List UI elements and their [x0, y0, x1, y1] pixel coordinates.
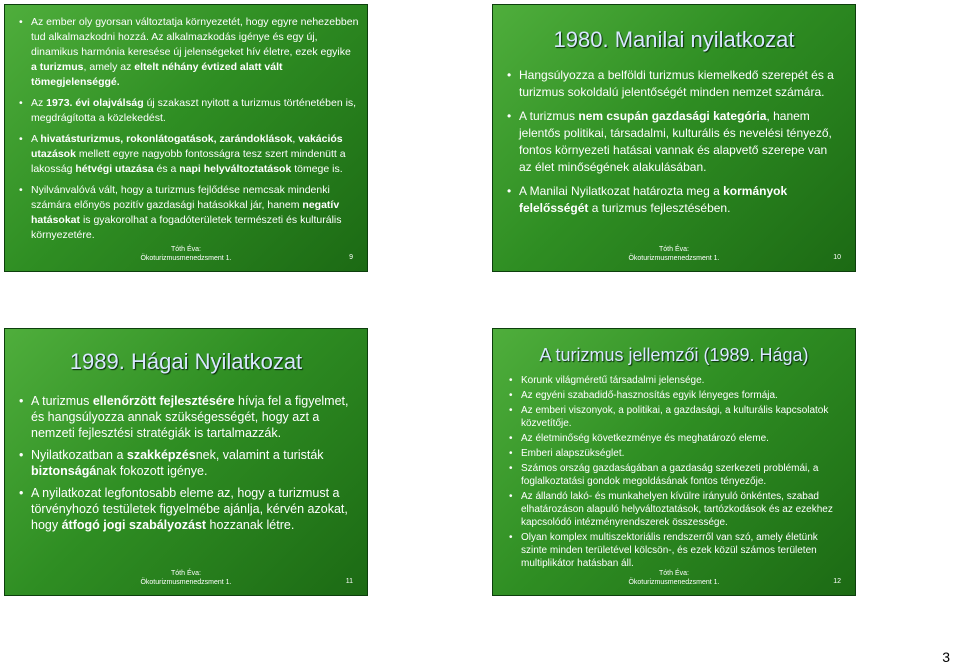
bullet-item	[507, 389, 845, 402]
bullet-item	[505, 67, 843, 101]
bullet-text-bold: ellenőrzött fejlesztésére	[92, 394, 235, 408]
footer-author: Tóth Éva:	[171, 570, 201, 577]
bullet-list	[505, 67, 843, 217]
bullet-text: hívja fel a figyelmet, és hangsúlyozza annak szükségességét, hogy azt a nemzeti fejlesztési stratégiák is tartalmazzák.	[31, 394, 349, 440]
bullet-text: A turizmus	[519, 109, 579, 123]
slide-11	[4, 328, 368, 596]
bullet-text: Számos ország gazdaságában a gazdaság szerkezeti problémái, a foglalkoztatási gondok megoldásának fontos tényezője.	[521, 463, 819, 487]
bullet-text: A Manilai Nyilatkozat határozta meg a	[519, 184, 724, 198]
bullet-item	[17, 393, 353, 441]
bullet-text: ,	[292, 133, 299, 145]
bullet-text-bold: napi helyváltoztatások	[179, 163, 292, 175]
bullet-text: Az ember oly gyorsan változtatja környezetét, hogy egyre nehezebben tud alkalmazkodni hozzá. Az alkalmazkodás igénye és egy új, dinamikus harmónia keresése új jelenségeket hív életre, ezek egyike	[31, 16, 359, 58]
bullet-text: A turizmus	[31, 394, 93, 408]
bullet-text: új szakaszt nyitott a turizmus történetében is, megdrágította a közlekedést.	[31, 97, 357, 124]
bullet-text: A nyilatkozat legfontosabb eleme az, hogy a turizmust a törvényhozó testületek figyelmébe ajánlja, kérvén azokat, hogy	[31, 486, 348, 532]
bullet-text-bold: 1973. évi olajválság	[46, 97, 144, 109]
bullet-text: és a	[153, 163, 180, 175]
bullet-text: Az egyéni szabadidő-hasznosítás egyik lényeges formája.	[521, 390, 778, 401]
bullet-text-bold: eltelt néhány évtized alatt vált tömegjelenséggé.	[31, 61, 283, 88]
bullet-item	[17, 447, 353, 479]
slide-title: 1980. Manilai nyilatkozat	[553, 27, 795, 52]
slide-number: 11	[345, 578, 353, 585]
bullet-text: is gyakorolhat a fogadóterületek természeti és kulturális környezetére.	[31, 214, 342, 241]
bullet-text: Korunk világméretű társadalmi jelensége.	[521, 375, 705, 386]
bullet-item	[17, 96, 359, 126]
bullet-text: , amely az	[83, 61, 135, 73]
bullet-text: Az emberi viszonyok, a politikai, a gazdasági, a kulturális kapcsolatok közvetítője.	[521, 405, 829, 429]
bullet-item	[17, 15, 359, 90]
footer-author: Tóth Éva:	[659, 246, 689, 253]
bullet-text: tömege is.	[291, 163, 343, 175]
bullet-text: A	[31, 133, 41, 145]
footer-course: Ökoturizmusmenedzsment 1.	[628, 579, 720, 586]
slide-number: 10	[833, 254, 841, 261]
bullet-text: Olyan komplex multiszektoriális rendszerről van szó, amely életünk szinte minden területével kölcsön-, és ezek közül számos területen multiplikátor hatásban áll.	[521, 532, 818, 569]
bullet-item	[507, 374, 845, 387]
bullet-item	[505, 183, 843, 217]
slide-footer	[493, 245, 855, 263]
bullet-item	[507, 404, 845, 430]
bullet-item	[507, 531, 845, 570]
bullet-text: nek, valamint a turisták	[195, 448, 324, 462]
footer-course: Ökoturizmusmenedzsment 1.	[628, 255, 720, 262]
bullet-item	[505, 108, 843, 176]
slide-footer	[5, 569, 367, 587]
slide-9	[4, 4, 368, 272]
footer-course: Ökoturizmusmenedzsment 1.	[140, 255, 232, 262]
bullet-text: Az életminőség következménye és meghatározó eleme.	[521, 433, 769, 444]
slide-footer	[493, 569, 855, 587]
bullet-item	[507, 462, 845, 488]
bullet-item	[507, 432, 845, 445]
bullet-item	[507, 490, 845, 529]
slide-12	[492, 328, 856, 596]
slide-number: 9	[349, 254, 353, 261]
bullet-text: , hanem jelentős politikai, társadalmi, kulturális és nevelési tényező, fontos környezeti hatásai vannak és alapvető szerepe van az élet minőségének alakulásában.	[519, 109, 832, 174]
slide-title: A turizmus jellemzői (1989. Hága)	[539, 345, 809, 365]
bullet-text-bold: kormányok felelősségét	[519, 184, 788, 215]
footer-course: Ökoturizmusmenedzsment 1.	[140, 579, 232, 586]
bullet-text: Nyilvánvalóvá vált, hogy a turizmus fejlődése nemcsak mindenki számára előnyös pozitív gazdasági hatásokkal jár, hanem	[31, 184, 330, 211]
bullet-item	[507, 447, 845, 460]
bullet-list	[17, 393, 353, 533]
bullet-list	[17, 15, 359, 243]
slide-number: 12	[833, 578, 841, 585]
bullet-text: Az	[31, 97, 47, 109]
bullet-item	[17, 183, 359, 243]
footer-author: Tóth Éva:	[659, 570, 689, 577]
slide-10	[492, 4, 856, 272]
page-number: 3	[942, 649, 950, 665]
bullet-text: Hangsúlyozza a belföldi turizmus kiemelkedő szerepét és a turizmus sokoldalú jelentőségét minden nemzet számára.	[519, 68, 834, 99]
bullet-text-bold: hivatásturizmus, rokonlátogatások, zarándoklások	[40, 133, 293, 145]
bullet-text-bold: biztonságá	[31, 464, 97, 478]
bullet-item	[17, 132, 359, 177]
bullet-text-bold: negatív hatásokat	[31, 199, 340, 226]
footer-author: Tóth Éva:	[171, 246, 201, 253]
bullet-text: Emberi alapszükséglet.	[521, 448, 625, 459]
bullet-text-bold: nem csupán gazdasági kategória	[578, 109, 767, 123]
bullet-text-bold: hétvégi utazása	[75, 163, 154, 175]
bullet-text: Nyilatkozatban a	[31, 448, 127, 462]
bullet-text: mellett egyre nagyobb fontosságra tesz szert mindenütt a lakosság	[31, 148, 346, 175]
bullet-text-bold: vakációs utazások	[31, 133, 343, 160]
slide-title: 1989. Hágai Nyilatkozat	[69, 349, 303, 374]
bullet-list	[507, 374, 845, 570]
bullet-text-bold: szakképzés	[126, 448, 196, 462]
bullet-text-bold: a turizmus	[31, 61, 84, 73]
bullet-item	[17, 485, 353, 533]
bullet-text-bold: átfogó jogi szabályozást	[61, 518, 207, 532]
bullet-text: nak fokozott igénye.	[96, 464, 208, 478]
bullet-text: a turizmus fejlesztésében.	[588, 201, 731, 215]
slide-footer	[5, 245, 367, 263]
bullet-text: hozzanak létre.	[206, 518, 295, 532]
bullet-text: Az állandó lakó- és munkahelyen kívülre irányuló önkéntes, szabad elhatározáson alapuló helyváltoztatások, tartózkodások és az ezekhez kapcsolódó intézményrendszerek összessége.	[521, 491, 833, 528]
